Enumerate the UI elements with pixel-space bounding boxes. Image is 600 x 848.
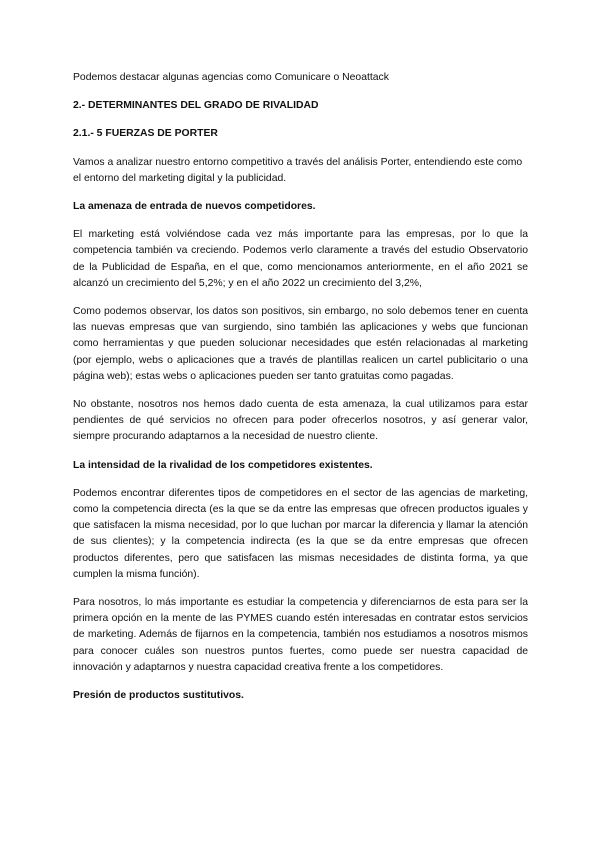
paragraph-new-companies: Como podemos observar, los datos son positivos, sin embargo, no solo debemos tener en cuenta las nuevas empresas que van surgiendo, sino también las aplicaciones y webs que funcionan como herramientas y que pueden solucionar necesidades que estén relacionadas al marketing (por ejemplo, webs o aplicaciones que a través de plantillas realicen un cartel publicitario o una página web); estas webs o aplicaciones pueden ser tanto gratuitas como pagadas.	[73, 306, 528, 382]
subheading-rivalry: La intensidad de la rivalidad de los competidores existentes.	[73, 459, 373, 471]
subheading-new-entrants: La amenaza de entrada de nuevos competidores.	[73, 201, 316, 213]
paragraph-competitor-types: Podemos encontrar diferentes tipos de competidores en el sector de las agencias de marketing, como la competencia directa (es la que se da entre las empresas que ofrecen productos iguales y que satisfacen la misma necesidad, por lo que luchan por marcar la diferencia y llamar la atención de sus clientes); y la competencia indirecta (es la que se da entre empresas que ofrecen productos diferentes, pero que satisfacen las mismas necesidades de distinta forma, ya que cumplen la misma función).	[73, 487, 528, 580]
intro-paragraph: Podemos destacar algunas agencias como Comunicare o Neoattack	[73, 72, 389, 83]
paragraph-marketing-growth: El marketing está volviéndose cada vez más importante para las empresas, por lo que la competencia también va creciendo. Podemos verlo claramente a través del estudio Observatorio de la Publicidad de España, en el que, como mencionamos anteriormente, en el año 2021 se alcanzó un crecimiento del 5,2%; y en el año 2022 un crecimiento del 3,2%,	[73, 229, 528, 289]
subsection-heading: 2.1.- 5 FUERZAS DE PORTER	[73, 128, 218, 140]
paragraph-threat-response: No obstante, nosotros nos hemos dado cuenta de esta amenaza, la cual utilizamos para estar pendientes de qué servicios no ofrecen para poder ofrecerlos nosotros, y así generar valor, siempre procurando adaptarnos a la necesidad de nuestro cliente.	[73, 399, 528, 443]
paragraph-porter-intro: Vamos a analizar nuestro entorno competitivo a través del análisis Porter, entendiendo este como el entorno del marketing digital y la publicidad.	[73, 156, 523, 184]
document-body	[73, 70, 528, 716]
paragraph-differentiation: Para nosotros, lo más importante es estudiar la competencia y diferenciarnos de esta para ser la primera opción en la mente de las PYMES cuando estén interesadas en contratar estos servicios de marketing. Además de fijarnos en la competencia, también nos estudiamos a nosotros mismos para conocer cuáles son nuestros puntos fuertes, como puede ser nuestra capacidad de innovación y adaptarnos y nuestra capacidad creativa frente a los competidores.	[73, 597, 528, 673]
section-heading: 2.- DETERMINANTES DEL GRADO DE RIVALIDAD	[73, 100, 319, 112]
subheading-substitutes: Presión de productos sustitutivos.	[73, 690, 244, 702]
